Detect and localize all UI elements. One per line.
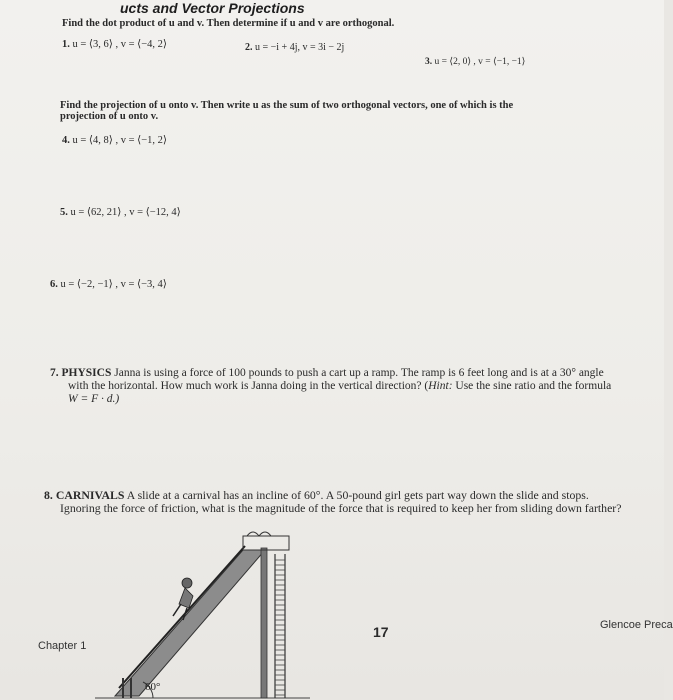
problem-8 <box>44 489 664 515</box>
problem-7-line1: Janna is using a force of 100 pounds to push a cart up a ramp. The ramp is 6 feet long and is at a 30° angle <box>114 367 604 379</box>
page-title: ucts and Vector Projections <box>120 0 305 16</box>
problem-1 <box>62 38 167 50</box>
problem-4-number: 4. <box>62 135 70 146</box>
chapter-label: Chapter 1 <box>38 640 87 652</box>
problem-7-hint-label: Hint: <box>428 380 453 392</box>
carnival-slide-figure <box>95 528 310 700</box>
angle-label: 60° <box>145 681 161 693</box>
problem-3-text: u = ⟨2, 0⟩ , v = ⟨−1, −1⟩ <box>434 57 526 67</box>
problem-6-text: u = ⟨−2, −1⟩ , v = ⟨−3, 4⟩ <box>60 279 167 290</box>
problem-5-text: u = ⟨62, 21⟩ , v = ⟨−12, 4⟩ <box>70 207 181 218</box>
problem-8-label: CARNIVALS <box>55 488 125 502</box>
problem-5 <box>60 206 181 218</box>
problem-2-number: 2. <box>245 42 253 53</box>
problem-7-line2-a: with the horizontal. How much work is Janna doing in the vertical direction? ( <box>68 380 429 392</box>
support-post <box>261 548 267 698</box>
problem-2 <box>245 42 344 53</box>
problem-3-number: 3. <box>425 57 433 67</box>
problem-4-text: u = ⟨4, 8⟩ , v = ⟨−1, 2⟩ <box>72 135 168 146</box>
slide-top-arch <box>247 532 271 536</box>
problem-3 <box>425 56 525 67</box>
problem-7-formula: W = F · d.) <box>68 393 120 405</box>
problem-1-text: u = ⟨3, 6⟩ , v = ⟨−4, 2⟩ <box>72 39 168 50</box>
section2-instruction-line1: Find the projection of u onto v. Then write u as the sum of two orthogonal vectors, one of which is the <box>60 100 514 111</box>
ladder-rungs <box>275 560 285 695</box>
problem-2-text: u = −i + 4j, v = 3i − 2j <box>255 42 345 53</box>
problem-8-line1: A slide at a carnival has an incline of 60°. A 50-pound girl gets part way down the slide and stops. <box>126 488 589 502</box>
section1-instruction: Find the dot product of u and v. Then determine if u and v are orthogonal. <box>62 18 395 29</box>
problem-7-line2-b: Use the sine ratio and the formula <box>452 380 612 392</box>
problem-7 <box>50 367 650 406</box>
problem-6-number: 6. <box>50 279 58 290</box>
problem-7-number: 7. <box>50 367 59 379</box>
problem-1-number: 1. <box>62 39 70 50</box>
section2-instruction-line2: projection of u onto v. <box>60 111 159 122</box>
slide-surface <box>115 550 265 696</box>
publisher-label: Glencoe Preca <box>600 619 673 631</box>
problem-8-number: 8. <box>44 488 53 502</box>
problem-7-label: PHYSICS <box>61 367 112 379</box>
problem-4 <box>62 134 167 146</box>
problem-8-line2: Ignoring the force of friction, what is the magnitude of the force that is required to keep her from sliding down farther? <box>60 501 622 515</box>
page-number: 17 <box>373 624 389 640</box>
problem-6 <box>50 278 167 290</box>
slide-rail <box>119 546 245 688</box>
problem-5-number: 5. <box>60 207 68 218</box>
